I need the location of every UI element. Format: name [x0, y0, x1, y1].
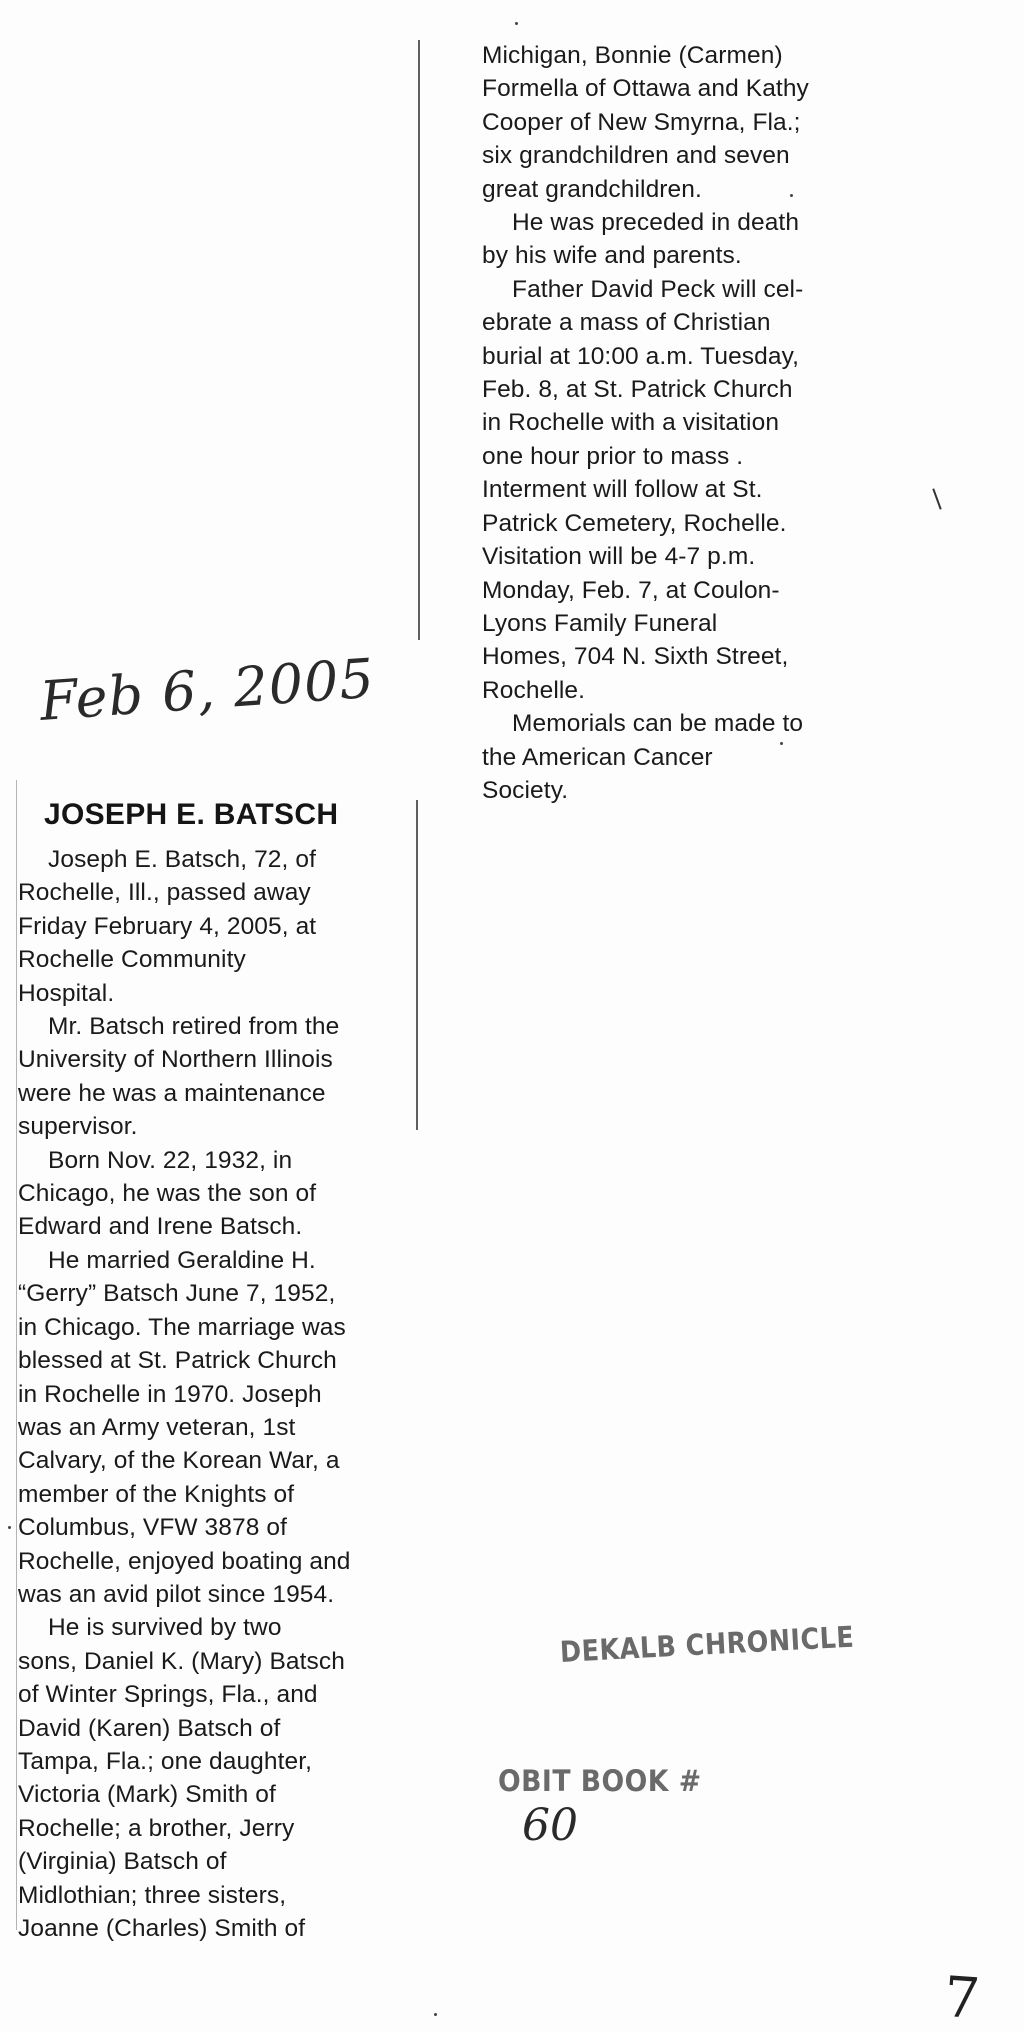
text-line: great grandchildren.: [482, 175, 702, 203]
obituary-headline: JOSEPH E. BATSCH: [44, 798, 339, 831]
text-line: burial at 10:00 a.m. Tuesday,: [482, 342, 800, 370]
text-line: Patrick Cemetery, Rochelle.: [482, 509, 787, 537]
page-number: 7: [941, 1964, 982, 2032]
text-line: the American Cancer: [482, 743, 713, 771]
text-line: in Chicago. The marriage was: [18, 1313, 346, 1341]
text-line: “Gerry” Batsch June 7, 1952,: [18, 1280, 336, 1308]
column-edge-left: [16, 780, 17, 1930]
text-line: Formella of Ottawa and Kathy: [482, 75, 809, 103]
obituary-left-column: [18, 843, 398, 1945]
text-line: Hospital.: [18, 979, 115, 1007]
text-line: were he was a maintenance: [18, 1079, 326, 1107]
text-line: Feb. 8, at St. Patrick Church: [482, 376, 793, 404]
text-line: Columbus, VFW 3878 of: [18, 1514, 287, 1542]
text-line: in Rochelle in 1970. Joseph: [18, 1380, 322, 1408]
text-line: Father David Peck will cel-: [512, 275, 804, 303]
text-line: Tampa, Fla.; one daughter,: [18, 1747, 313, 1775]
text-line: Michigan, Bonnie (Carmen): [482, 42, 783, 69]
text-line: Mr. Batsch retired from the: [48, 1013, 340, 1041]
text-line: blessed at St. Patrick Church: [18, 1347, 337, 1375]
text-line: Rochelle, Ill., passed away: [18, 879, 311, 907]
text-line: Born Nov. 22, 1932, in: [48, 1146, 293, 1174]
publication-stamp: DEKALB CHRONICLE: [559, 1619, 855, 1669]
handwritten-date: Feb 6, 2005: [37, 646, 377, 733]
pen-mark: [932, 488, 941, 509]
text-line: He is survived by two: [48, 1614, 282, 1642]
column-rule-top: [418, 40, 420, 640]
text-line: Homes, 704 N. Sixth Street,: [482, 643, 789, 671]
scan-speck: [8, 1526, 11, 1529]
text-line: David (Karen) Batsch of: [18, 1714, 281, 1742]
text-line: University of Northern Illinois: [18, 1046, 333, 1074]
text-line: Rochelle.: [482, 676, 586, 704]
obituary-right-column: [482, 39, 842, 807]
text-line: was an avid pilot since 1954.: [18, 1580, 335, 1608]
text-line: Edward and Irene Batsch.: [18, 1213, 303, 1241]
text-line: Cooper of New Smyrna, Fla.;: [482, 108, 801, 136]
text-line: Joseph E. Batsch, 72, of: [48, 846, 316, 873]
scan-speck: [434, 2013, 437, 2016]
text-line: Rochelle Community: [18, 946, 246, 974]
text-line: Rochelle; a brother, Jerry: [18, 1814, 295, 1842]
text-line: one hour prior to mass .: [482, 442, 744, 470]
text-line: was an Army veteran, 1st: [18, 1413, 296, 1441]
text-line: Victoria (Mark) Smith of: [18, 1781, 276, 1809]
column-rule-bottom: [416, 800, 418, 1130]
text-line: in Rochelle with a visitation: [482, 409, 780, 437]
text-line: Rochelle, enjoyed boating and: [18, 1547, 351, 1575]
obit-book-stamp: OBIT BOOK #: [498, 1764, 702, 1798]
text-line: six grandchildren and seven: [482, 142, 790, 170]
text-line: Friday February 4, 2005, at: [18, 912, 317, 940]
text-line: Society.: [482, 776, 569, 804]
scan-speck: [515, 22, 518, 25]
text-line: He married Geraldine H.: [48, 1246, 316, 1274]
text-line: of Winter Springs, Fla., and: [18, 1681, 318, 1709]
text-line: by his wife and parents.: [482, 242, 742, 270]
text-line: Chicago, he was the son of: [18, 1180, 317, 1208]
text-line: Calvary, of the Korean War, a: [18, 1447, 340, 1475]
text-line: Midlothian; three sisters,: [18, 1881, 287, 1909]
obit-book-number: 60: [522, 1800, 578, 1851]
text-line: Joanne (Charles) Smith of: [18, 1915, 306, 1942]
text-line: Visitation will be 4-7 p.m.: [482, 543, 756, 571]
text-line: ebrate a mass of Christian: [482, 309, 771, 337]
text-line: sons, Daniel K. (Mary) Batsch: [18, 1647, 345, 1675]
scan-speck: [780, 742, 783, 745]
text-line: Interment will follow at St.: [482, 476, 763, 504]
text-line: member of the Knights of: [18, 1480, 295, 1508]
text-line: (Virginia) Batsch of: [18, 1848, 227, 1876]
scan-speck: [790, 194, 793, 197]
text-line: He was preceded in death: [512, 209, 800, 237]
text-line: Lyons Family Funeral: [482, 609, 718, 637]
text-line: supervisor.: [18, 1113, 138, 1141]
text-line: Memorials can be made to: [512, 710, 804, 738]
text-line: Monday, Feb. 7, at Coulon-: [482, 576, 780, 604]
